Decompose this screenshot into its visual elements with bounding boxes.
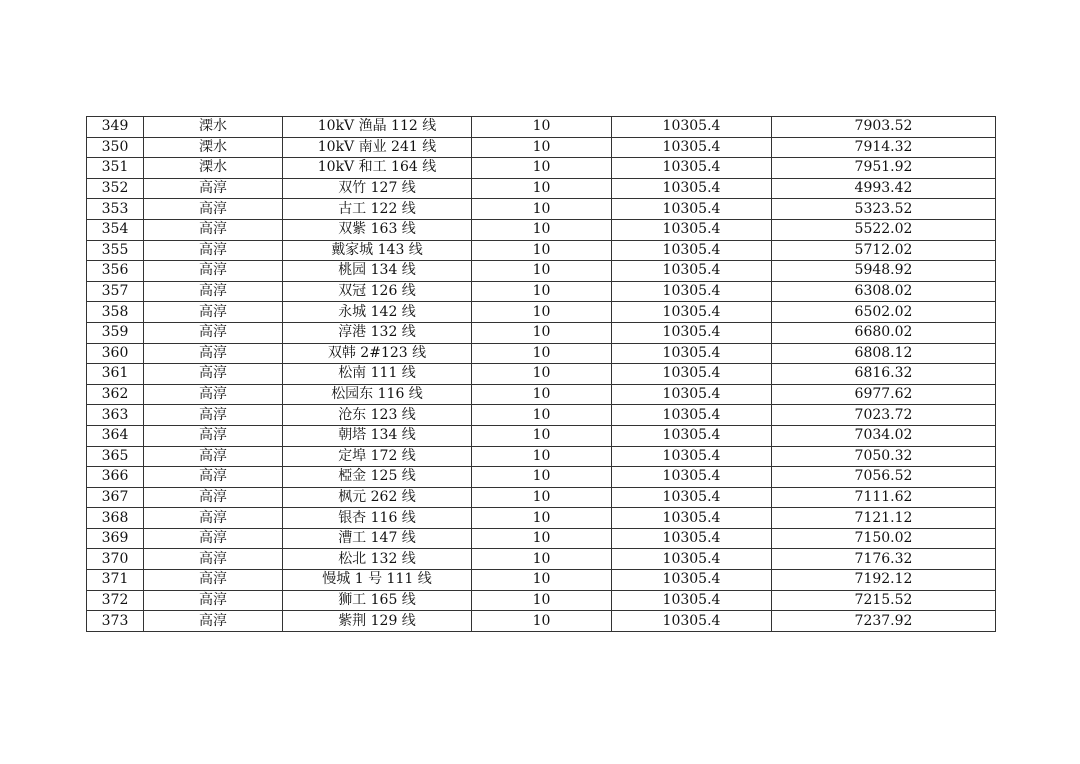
capacity-cell: 10305.4 [612, 137, 772, 158]
row-number-cell: 373 [87, 611, 144, 632]
voltage-cell: 10 [472, 487, 612, 508]
value-cell: 6680.02 [772, 322, 996, 343]
voltage-cell: 10 [472, 467, 612, 488]
voltage-cell: 10 [472, 343, 612, 364]
district-cell: 高淳 [144, 467, 283, 488]
row-number-cell: 372 [87, 590, 144, 611]
row-number-cell: 350 [87, 137, 144, 158]
table-row [87, 137, 996, 158]
district-cell: 高淳 [144, 364, 283, 385]
voltage-cell: 10 [472, 528, 612, 549]
row-number-cell: 352 [87, 178, 144, 199]
district-cell: 溧水 [144, 137, 283, 158]
value-cell: 7951.92 [772, 158, 996, 179]
value-cell: 5948.92 [772, 261, 996, 282]
district-cell: 高淳 [144, 549, 283, 570]
row-number-cell: 360 [87, 343, 144, 364]
table-row [87, 384, 996, 405]
table-row [87, 199, 996, 220]
row-number-cell: 357 [87, 281, 144, 302]
table-row [87, 178, 996, 199]
line-name-cell: 戴家城 143 线 [283, 240, 472, 261]
district-cell: 高淳 [144, 322, 283, 343]
value-cell: 7034.02 [772, 425, 996, 446]
value-cell: 6816.32 [772, 364, 996, 385]
row-number-cell: 359 [87, 322, 144, 343]
table-row [87, 467, 996, 488]
district-cell: 高淳 [144, 425, 283, 446]
voltage-cell: 10 [472, 364, 612, 385]
line-name-cell: 漕工 147 线 [283, 528, 472, 549]
capacity-cell: 10305.4 [612, 178, 772, 199]
district-cell: 高淳 [144, 528, 283, 549]
line-name-cell: 桃园 134 线 [283, 261, 472, 282]
line-name-cell: 双韩 2#123 线 [283, 343, 472, 364]
district-cell: 高淳 [144, 405, 283, 426]
line-name-cell: 沧东 123 线 [283, 405, 472, 426]
line-name-cell: 松园东 116 线 [283, 384, 472, 405]
line-name-cell: 定埠 172 线 [283, 446, 472, 467]
voltage-cell: 10 [472, 590, 612, 611]
voltage-cell: 10 [472, 199, 612, 220]
capacity-cell: 10305.4 [612, 302, 772, 323]
voltage-cell: 10 [472, 240, 612, 261]
value-cell: 5522.02 [772, 219, 996, 240]
table-row [87, 405, 996, 426]
value-cell: 7121.12 [772, 508, 996, 529]
row-number-cell: 363 [87, 405, 144, 426]
table-row [87, 590, 996, 611]
table-row [87, 302, 996, 323]
feeder-line-table [86, 116, 996, 632]
table-row [87, 240, 996, 261]
line-name-cell: 10kV 渔晶 112 线 [283, 117, 472, 138]
capacity-cell: 10305.4 [612, 240, 772, 261]
voltage-cell: 10 [472, 549, 612, 570]
table-row [87, 425, 996, 446]
line-name-cell: 朝塔 134 线 [283, 425, 472, 446]
row-number-cell: 362 [87, 384, 144, 405]
district-cell: 高淳 [144, 219, 283, 240]
value-cell: 7050.32 [772, 446, 996, 467]
capacity-cell: 10305.4 [612, 611, 772, 632]
value-cell: 7176.32 [772, 549, 996, 570]
row-number-cell: 369 [87, 528, 144, 549]
capacity-cell: 10305.4 [612, 528, 772, 549]
voltage-cell: 10 [472, 446, 612, 467]
table-row [87, 261, 996, 282]
row-number-cell: 368 [87, 508, 144, 529]
capacity-cell: 10305.4 [612, 570, 772, 591]
capacity-cell: 10305.4 [612, 281, 772, 302]
row-number-cell: 366 [87, 467, 144, 488]
line-name-cell: 10kV 和工 164 线 [283, 158, 472, 179]
voltage-cell: 10 [472, 384, 612, 405]
capacity-cell: 10305.4 [612, 117, 772, 138]
line-name-cell: 松北 132 线 [283, 549, 472, 570]
voltage-cell: 10 [472, 137, 612, 158]
voltage-cell: 10 [472, 405, 612, 426]
capacity-cell: 10305.4 [612, 446, 772, 467]
row-number-cell: 355 [87, 240, 144, 261]
capacity-cell: 10305.4 [612, 384, 772, 405]
table-row [87, 549, 996, 570]
capacity-cell: 10305.4 [612, 549, 772, 570]
value-cell: 6308.02 [772, 281, 996, 302]
voltage-cell: 10 [472, 425, 612, 446]
line-name-cell: 淳港 132 线 [283, 322, 472, 343]
capacity-cell: 10305.4 [612, 364, 772, 385]
voltage-cell: 10 [472, 611, 612, 632]
capacity-cell: 10305.4 [612, 487, 772, 508]
voltage-cell: 10 [472, 322, 612, 343]
line-name-cell: 枫元 262 线 [283, 487, 472, 508]
table-row [87, 219, 996, 240]
capacity-cell: 10305.4 [612, 425, 772, 446]
table-row [87, 364, 996, 385]
value-cell: 7056.52 [772, 467, 996, 488]
district-cell: 高淳 [144, 508, 283, 529]
line-name-cell: 松南 111 线 [283, 364, 472, 385]
district-cell: 高淳 [144, 178, 283, 199]
row-number-cell: 354 [87, 219, 144, 240]
capacity-cell: 10305.4 [612, 508, 772, 529]
table-row [87, 322, 996, 343]
value-cell: 7914.32 [772, 137, 996, 158]
line-name-cell: 狮工 165 线 [283, 590, 472, 611]
capacity-cell: 10305.4 [612, 590, 772, 611]
line-name-cell: 双紫 163 线 [283, 219, 472, 240]
row-number-cell: 356 [87, 261, 144, 282]
row-number-cell: 351 [87, 158, 144, 179]
voltage-cell: 10 [472, 178, 612, 199]
value-cell: 6808.12 [772, 343, 996, 364]
row-number-cell: 349 [87, 117, 144, 138]
line-name-cell: 双冠 126 线 [283, 281, 472, 302]
line-name-cell: 古工 122 线 [283, 199, 472, 220]
value-cell: 5323.52 [772, 199, 996, 220]
row-number-cell: 365 [87, 446, 144, 467]
district-cell: 高淳 [144, 302, 283, 323]
voltage-cell: 10 [472, 302, 612, 323]
value-cell: 7023.72 [772, 405, 996, 426]
voltage-cell: 10 [472, 261, 612, 282]
voltage-cell: 10 [472, 570, 612, 591]
table-row [87, 281, 996, 302]
district-cell: 溧水 [144, 117, 283, 138]
table-row [87, 570, 996, 591]
value-cell: 7192.12 [772, 570, 996, 591]
row-number-cell: 353 [87, 199, 144, 220]
table-body [87, 117, 996, 632]
line-name-cell: 紫荆 129 线 [283, 611, 472, 632]
row-number-cell: 370 [87, 549, 144, 570]
table-row [87, 528, 996, 549]
table-row [87, 508, 996, 529]
table-row [87, 611, 996, 632]
capacity-cell: 10305.4 [612, 219, 772, 240]
value-cell: 7903.52 [772, 117, 996, 138]
line-name-cell: 银杏 116 线 [283, 508, 472, 529]
value-cell: 7237.92 [772, 611, 996, 632]
capacity-cell: 10305.4 [612, 158, 772, 179]
voltage-cell: 10 [472, 158, 612, 179]
voltage-cell: 10 [472, 219, 612, 240]
voltage-cell: 10 [472, 281, 612, 302]
voltage-cell: 10 [472, 117, 612, 138]
value-cell: 5712.02 [772, 240, 996, 261]
voltage-cell: 10 [472, 508, 612, 529]
table-row [87, 117, 996, 138]
line-name-cell: 椏金 125 线 [283, 467, 472, 488]
capacity-cell: 10305.4 [612, 405, 772, 426]
district-cell: 高淳 [144, 590, 283, 611]
district-cell: 高淳 [144, 611, 283, 632]
district-cell: 高淳 [144, 570, 283, 591]
district-cell: 高淳 [144, 199, 283, 220]
capacity-cell: 10305.4 [612, 467, 772, 488]
district-cell: 高淳 [144, 281, 283, 302]
line-name-cell: 永城 142 线 [283, 302, 472, 323]
table-row [87, 446, 996, 467]
value-cell: 7215.52 [772, 590, 996, 611]
district-cell: 高淳 [144, 261, 283, 282]
row-number-cell: 371 [87, 570, 144, 591]
row-number-cell: 364 [87, 425, 144, 446]
table-row [87, 487, 996, 508]
capacity-cell: 10305.4 [612, 322, 772, 343]
value-cell: 6977.62 [772, 384, 996, 405]
district-cell: 高淳 [144, 446, 283, 467]
capacity-cell: 10305.4 [612, 199, 772, 220]
line-name-cell: 10kV 南业 241 线 [283, 137, 472, 158]
district-cell: 高淳 [144, 384, 283, 405]
row-number-cell: 361 [87, 364, 144, 385]
table-row [87, 158, 996, 179]
value-cell: 7150.02 [772, 528, 996, 549]
table-row [87, 343, 996, 364]
row-number-cell: 358 [87, 302, 144, 323]
capacity-cell: 10305.4 [612, 343, 772, 364]
district-cell: 高淳 [144, 343, 283, 364]
row-number-cell: 367 [87, 487, 144, 508]
value-cell: 6502.02 [772, 302, 996, 323]
value-cell: 7111.62 [772, 487, 996, 508]
district-cell: 高淳 [144, 487, 283, 508]
line-name-cell: 双竹 127 线 [283, 178, 472, 199]
district-cell: 溧水 [144, 158, 283, 179]
capacity-cell: 10305.4 [612, 261, 772, 282]
value-cell: 4993.42 [772, 178, 996, 199]
district-cell: 高淳 [144, 240, 283, 261]
line-name-cell: 慢城 1 号 111 线 [283, 570, 472, 591]
